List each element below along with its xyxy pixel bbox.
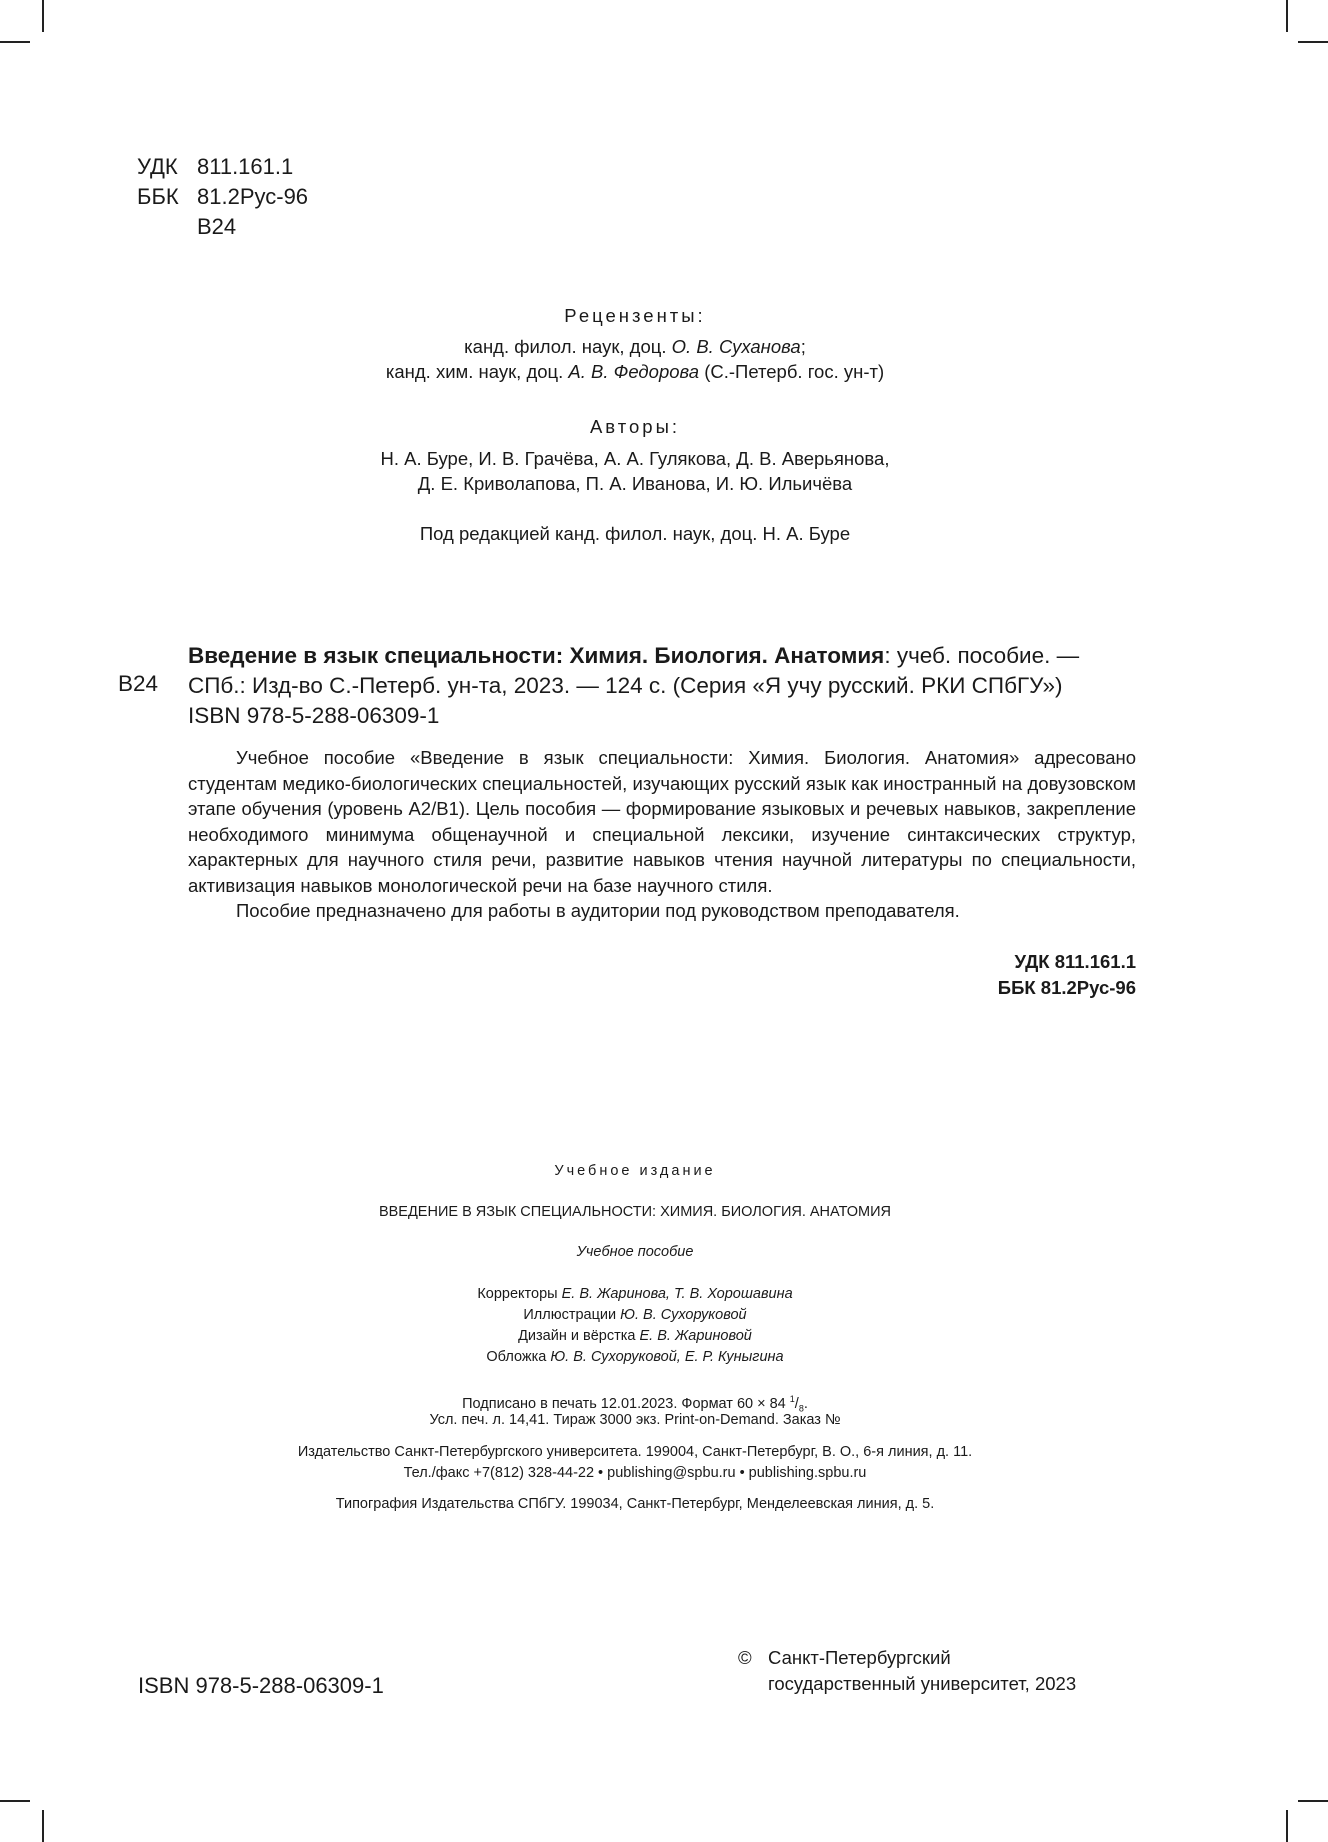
udk-bbk-right: [998, 949, 1136, 1000]
edition-type: Учебное издание: [554, 1163, 716, 1179]
reviewer-2-name: А. В. Федорова: [568, 361, 700, 382]
crop-mark: [1298, 41, 1328, 43]
classification-codes: [137, 152, 308, 242]
udk-right: УДК 811.161.1: [1014, 951, 1136, 972]
contacts-line: Тел./факс +7(812) 328-44-22 • publishing@spbu.ru • publishing.spbu.ru: [403, 1465, 867, 1481]
bbk-value: 81.2Рус-96: [197, 184, 309, 209]
reviewers-heading: Рецензенты:: [564, 305, 706, 326]
copyright-icon: ©: [738, 1647, 752, 1668]
udk-label: УДК: [137, 154, 178, 179]
bbk-right: ББК 81.2Рус-96: [997, 976, 1136, 998]
bib-details: : учеб. пособие. — СПб.: Изд-во С.-Петерб. ун-та, 2023. — 124 с. (Серия «Я учу русский. РКИ СПбГУ»): [188, 643, 1080, 698]
crop-mark: [42, 1810, 44, 1842]
authors-line-2: Д. Е. Криволапова, П. А. Иванова, И. Ю. Ильичёва: [417, 473, 853, 494]
abstract-paragraph-2: Пособие предназначено для работы в аудитории под руководством преподавателя.: [236, 900, 960, 921]
publisher-line: Издательство Санкт-Петербургского университета. 199004, Санкт-Петербург, В. О., 6-я линия, д. 11.: [297, 1444, 973, 1460]
crop-mark: [1298, 1800, 1328, 1802]
editor-line: Под редакцией канд. филол. наук, доц. Н. А. Буре: [419, 523, 851, 544]
design-line: Дизайн и вёрстка Е. В. Жариновой: [518, 1328, 752, 1344]
reviewer-2: канд. хим. наук, доц. А. В. Федорова (С.-Петерб. гос. ун-т): [385, 361, 885, 382]
colophon-subtitle: Учебное пособие: [576, 1244, 694, 1260]
crop-mark: [1286, 0, 1288, 32]
signed-line: Подписано в печать 12.01.2023. Формат 60 × 84 $^1/_8$.: [462, 1394, 808, 1414]
author-mark: В24: [197, 214, 237, 239]
bbk-label: ББК: [137, 184, 179, 209]
bibliographic-record: [188, 641, 1138, 731]
reviewer-1: канд. филол. наук, доц. О. В. Суханова;: [464, 336, 806, 357]
correctors-line: Корректоры Е. В. Жаринова, Т. В. Хорошавина: [477, 1286, 793, 1302]
crop-mark: [0, 41, 30, 43]
print-run-line: Усл. печ. л. 14,41. Тираж 3000 экз. Print-on-Demand. Заказ №: [429, 1412, 841, 1428]
copyright: © Санкт-Петербургский государственный университет, 2023: [738, 1647, 1077, 1694]
bib-title: Введение в язык специальности: Химия. Биология. Анатомия: [188, 643, 885, 668]
bib-author-mark: В24: [118, 671, 159, 696]
abstract-paragraph-1: Учебное пособие «Введение в язык специальности: Химия. Биология. Анатомия» адресовано студентам медико-биологических специальностей, изучающих русский язык как иностранный на довузовском этапе обучения (уровень А2/В1). Цель пособия — формирование языковых и речевых навыков, закрепление необходимого минимума общенаучной и специальной лексики, изучение синтаксических структур, характерных для научного стиля речи, развитие навыков чтения научной литературы по специальности, активизация навыков монологической речи на базе научного стиля.: [188, 747, 1136, 896]
crop-mark: [42, 0, 44, 32]
crop-mark: [1286, 1810, 1288, 1842]
cover-line: Обложка Ю. В. Сухоруковой, Е. Р. Куныгина: [486, 1349, 784, 1365]
typography-line: Типография Издательства СПбГУ. 199034, Санкт-Петербург, Менделеевская линия, д. 5.: [335, 1496, 935, 1512]
illustrations-line: Иллюстрации Ю. В. Сухоруковой: [523, 1307, 747, 1323]
colophon-title: ВВЕДЕНИЕ В ЯЗЫК СПЕЦИАЛЬНОСТИ: ХИМИЯ. БИОЛОГИЯ. АНАТОМИЯ: [378, 1204, 892, 1220]
crop-mark: [0, 1800, 30, 1802]
authors-line-1: Н. А. Буре, И. В. Грачёва, А. А. Гулякова, Д. В. Аверьянова,: [380, 448, 890, 469]
bib-isbn: ISBN 978-5-288-06309-1: [188, 703, 440, 728]
footer-isbn: ISBN 978-5-288-06309-1: [138, 1673, 384, 1698]
reviewer-1-name: О. В. Суханова: [671, 336, 801, 357]
authors-heading: Авторы:: [589, 416, 681, 437]
udk-value: 811.161.1: [197, 154, 294, 179]
abstract: [188, 745, 1136, 924]
